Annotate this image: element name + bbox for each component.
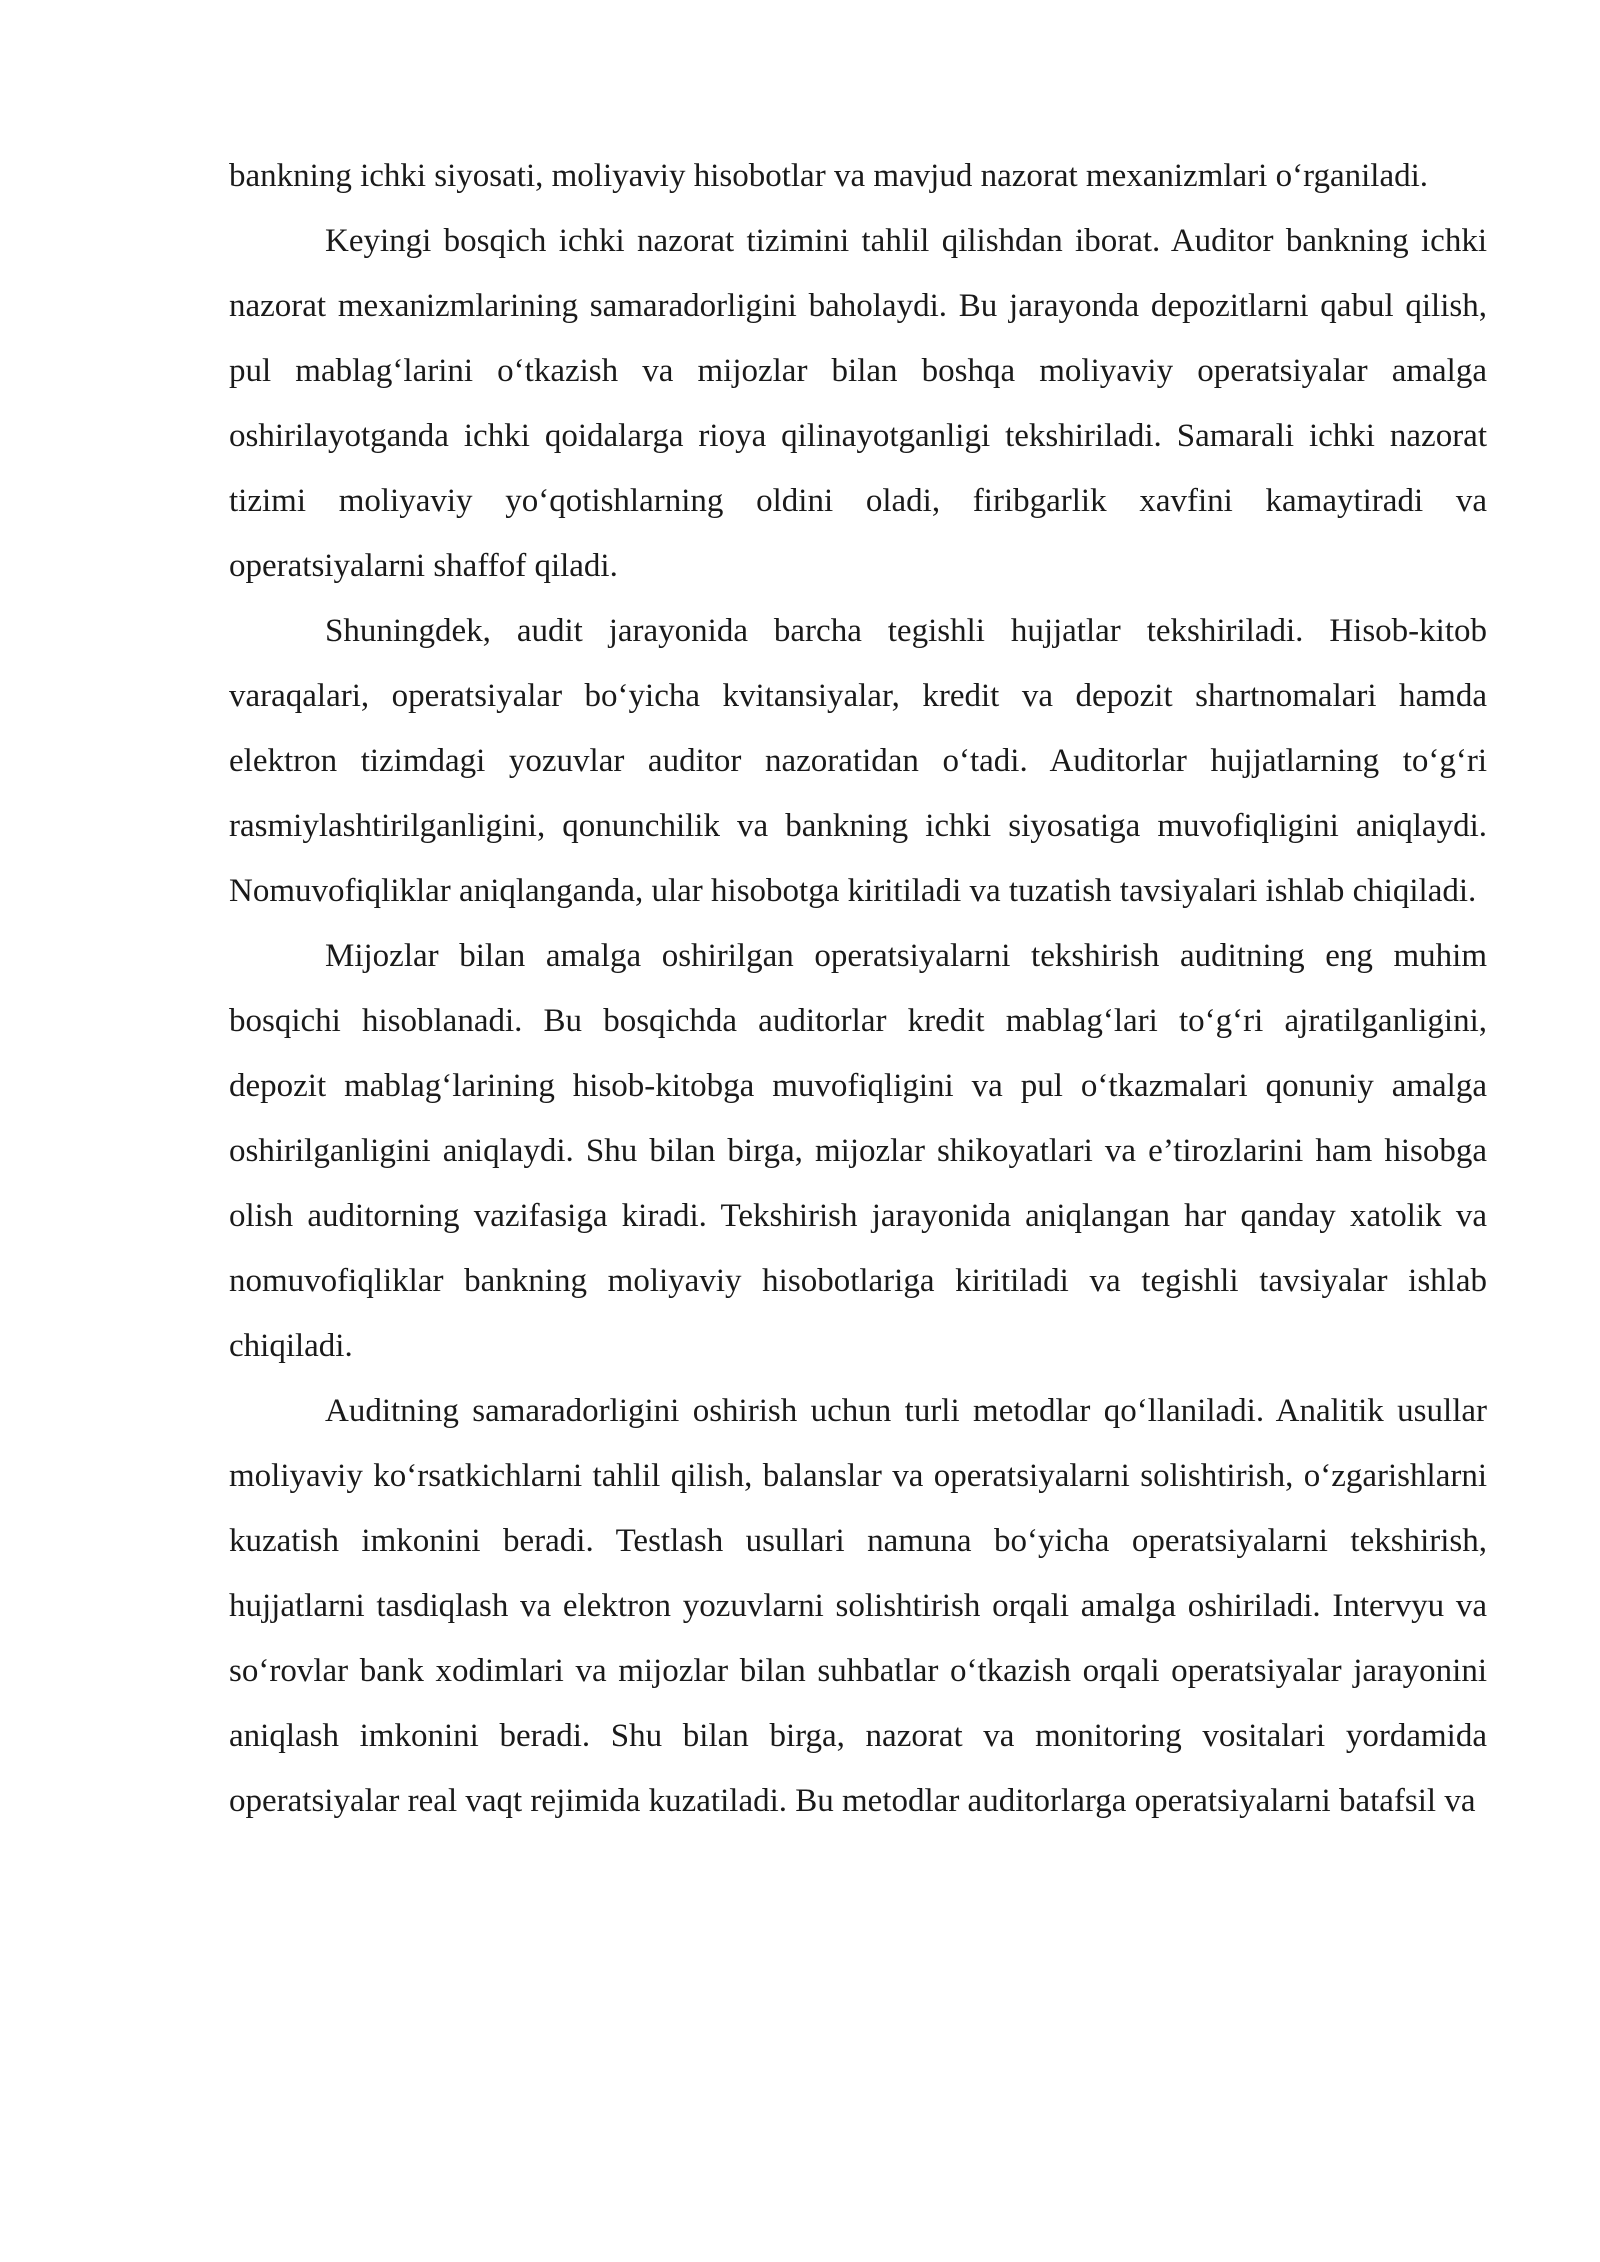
paragraph-1: bankning ichki siyosati, moliyaviy hisobotlar va mavjud nazorat mexanizmlari o‘rganiladi. (229, 158, 1429, 194)
document-page (229, 144, 1487, 1834)
paragraph-3: Shuningdek, audit jarayonida barcha tegishli hujjatlar tekshiriladi. Hisob-kitob varaqalari, operatsiyalar bo‘yicha kvitansiyalar, kredit va depozit shartnomalari hamda elektron tizimdagi yozuvlar auditor nazoratidan o‘tadi. Auditorlar hujjatlarning to‘g‘ri rasmiylashtirilganligini, qonunchilik va bankning ichki siyosatiga muvofiqligini aniqlaydi. Nomuvofiqliklar aniqlanganda, ular hisobotga kiritiladi va tuzatish tavsiyalari ishlab chiqiladi. (229, 613, 1487, 909)
paragraph-2: Keyingi bosqich ichki nazorat tizimini tahlil qilishdan iborat. Auditor bankning ichki nazorat mexanizmlarining samaradorligini baholaydi. Bu jarayonda depozitlarni qabul qilish, pul mablag‘larini o‘tkazish va mijozlar bilan boshqa moliyaviy operatsiyalar amalga oshirilayotganda ichki qoidalarga rioya qilinayotganligi tekshiriladi. Samarali ichki nazorat tizimi moliyaviy yo‘qotishlarning oldini oladi, firibgarlik xavfini kamaytiradi va operatsiyalarni shaffof qiladi. (229, 223, 1487, 584)
paragraph-4: Mijozlar bilan amalga oshirilgan operatsiyalarni tekshirish auditning eng muhim bosqichi hisoblanadi. Bu bosqichda auditorlar kredit mablag‘lari to‘g‘ri ajratilganligini, depozit mablag‘larining hisob-kitobga muvofiqligini va pul o‘tkazmalari qonuniy amalga oshirilganligini aniqlaydi. Shu bilan birga, mijozlar shikoyatlari va e’tirozlarini ham hisobga olish auditorning vazifasiga kiradi. Tekshirish jarayonida aniqlangan har qanday xatolik va nomuvofiqliklar bankning moliyaviy hisobotlariga kiritiladi va tegishli tavsiyalar ishlab chiqiladi. (229, 938, 1487, 1364)
paragraph-5: Auditning samaradorligini oshirish uchun turli metodlar qo‘llaniladi. Analitik usullar moliyaviy ko‘rsatkichlarni tahlil qilish, balanslar va operatsiyalarni solishtirish, o‘zgarishlarni kuzatish imkonini beradi. Testlash usullari namuna bo‘yicha operatsiyalarni tekshirish, hujjatlarni tasdiqlash va elektron yozuvlarni solishtirish orqali amalga oshiriladi. Intervyu va so‘rovlar bank xodimlari va mijozlar bilan suhbatlar o‘tkazish orqali operatsiyalar jarayonini aniqlash imkonini beradi. Shu bilan birga, nazorat va monitoring vositalari yordamida operatsiyalar real vaqt rejimida kuzatiladi. Bu metodlar auditorlarga operatsiyalarni batafsil va (229, 1393, 1487, 1819)
